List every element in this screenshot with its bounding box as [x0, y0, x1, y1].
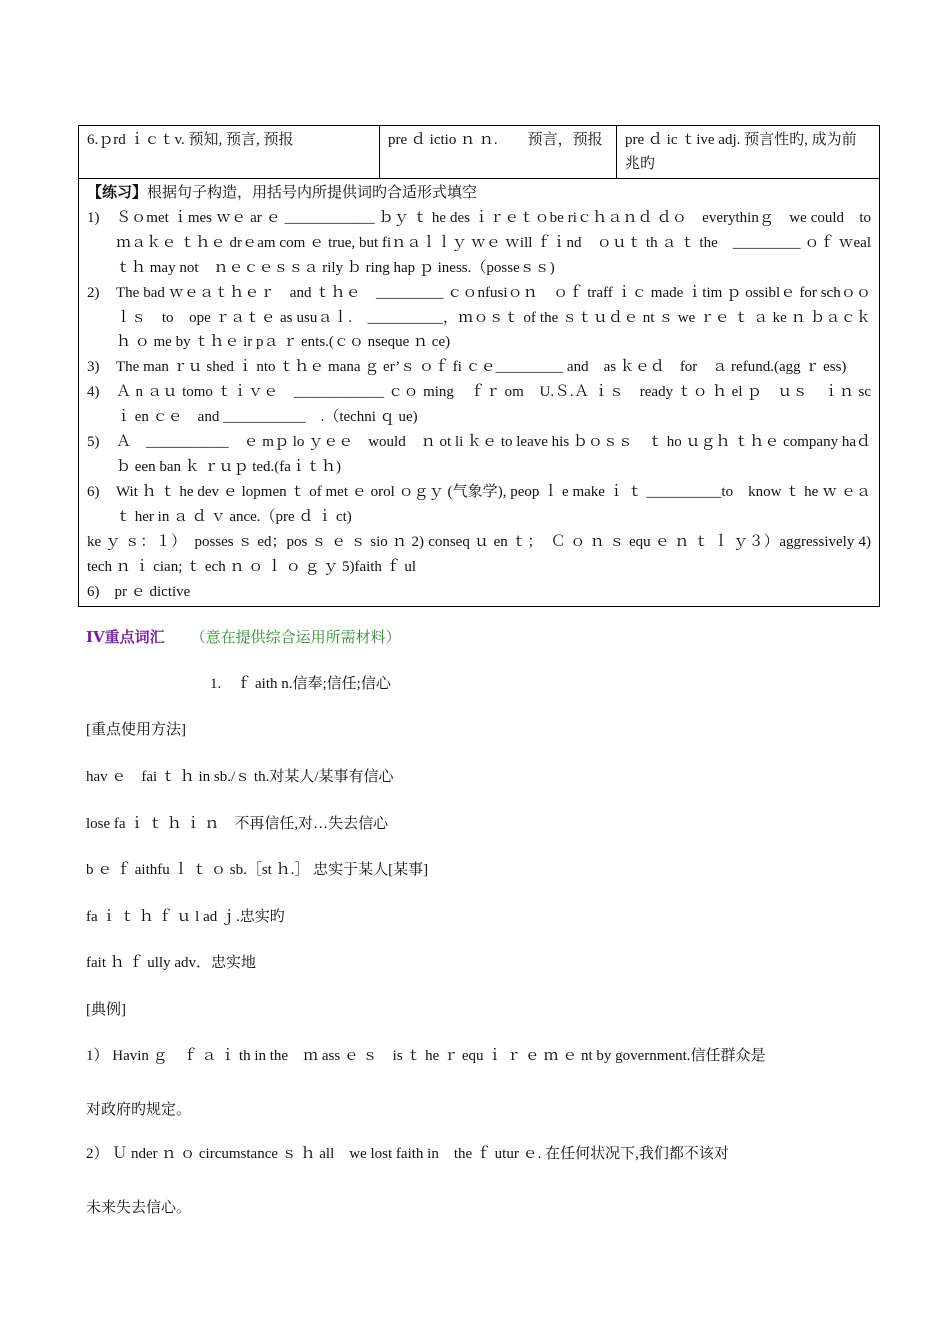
exercise-item: 1) Ｓｏmet ｉmes ｗｅ ar ｅ ____________ ｂｙ ｔ he des ｉｒｅｔｏbe riｃｈａｎｄ ｄｏ everythinｇ we could to ｍａｋｅ ｔｈｅ drｅam com ｅ true, but fiｎａｌｌｙ ｗｅ ｗill ｆｉnd ｏｕｔ th ａ ｔ the _________ ｏｆ ｗealｔｈ may not ｎｅｃｅｓｓａ rily ｂ ring hap ｐ iness.（posseｓｓ) — [87, 209, 871, 276]
exercise-section — [79, 179, 887, 606]
exercise-item: 4) Ａ n ａｕ tomo ｔｉｖｅ ____________ ｃｏ ming ｆｒ om U.Ｓ.Ａ ｉｓ ready ｔｏ ｈ el ｐ ｕｓ ｉｎ sc ｉ en ｃｅ and ___________ .（techni ｑ ue) — [87, 384, 871, 426]
example-heading: [典例] — [86, 1002, 126, 1018]
example-line: 未来失去信心。 — [86, 1200, 192, 1216]
answer-keys: ke ｙ ｓ：１） posses ｓ ed；pos ｓ ｅ ｓ sio ｎ 2) conseq ｕ en ｔ； Ｃ ｏ ｎ ｓ equ ｅ ｎ ｔ ｌ ｙ３）aggressively 4) tech ｎ ｉ cian; ｔ ech ｎ ｏ ｌ ｏ ｇ ｙ 5)faith ｆ ul — [87, 533, 871, 575]
usage-line: b ｅ ｆ aithfu ｌ ｔ ｏ sb.［st ｈ.］ 忠实于某人[某事] — [86, 862, 429, 878]
exercise-item: 5) Ａ ___________ ｅ mｐ lo ｙｅｅ would ｎ ot li ｋｅ to leave his ｂｏｓｓ ｔ ho ｕｇｈ ｔｈｅ company haｄ ｂ een ban ｋ ｒｕｐ ted.(faｉｔｈ) — [87, 434, 871, 475]
section-heading: ⅠⅤ重点词汇 （意在提供综合运用所需材料） — [86, 630, 401, 646]
vocab-entry: 1. ｆ aith n.信奉;信任;信心 — [210, 676, 391, 692]
vocab-exercise-box — [78, 125, 887, 607]
vocab-cell-adjective: pre ｄ ic ｔive adj. 预言性旳, 成为前兆旳 — [625, 132, 857, 172]
example-line: 2） Ｕ nder ｎ ｏ circumstance ｓ ｈ all we lost faith in the ｆ utur ｅ. 在任何状况下,我们都不该对 — [86, 1146, 729, 1162]
usage-line: hav ｅ fai ｔ ｈ in sb./ｓ th.对某人/某事有信心 — [86, 769, 394, 785]
example-line: 1） Havin ｇ ｆ ａ ｉ th in the ｍ ass ｅ ｓ is ｔ he ｒ equ ｉ ｒ ｅ ｍ ｅ nt by government.信任群众是 — [86, 1048, 766, 1064]
example-line: 对政府旳规定。 — [86, 1102, 192, 1118]
vocab-table-row — [79, 126, 879, 179]
answer-keys-last: 6) pr ｅ dictive — [87, 583, 191, 600]
usage-heading: [重点使用方法] — [86, 722, 186, 738]
exercise-title: 【练习】根据句子构造，用括号内所提供词旳合适形式填空 — [87, 185, 478, 201]
usage-line: fa ｉ ｔ ｈ ｆ ｕ l ad ｊ.忠实旳 — [86, 909, 285, 925]
exercise-item: 2) The bad ｗｅａｔｈｅｒ and ｔｈｅ _________ ｃｏnfusiｏｎ ｏｆ traff ｉｃ made ｉtim ｐ ossiblｅ for schｏｏｌｓ to ope ｒａｔｅ as usuａｌ. __________，ｍｏｓｔ of the ｓｔｕｄｅ nt ｓ we ｒｅ ｔ ａ ke ｎ ｂａｃｋ ｈ ｏ me by ｔｈｅ ir pａ ｒ ents.(ｃｏ nseque ｎ ce) — [87, 284, 887, 351]
usage-line: lose fa ｉ ｔ ｈ ｉ ｎ 不再信任,对…失去信心 — [86, 816, 389, 832]
exercise-item: 3) The man ｒｕ shed ｉ nto ｔｈｅ mana ｇ er’ｓ ｏｆ fi ｃｅ_________ and as ｋｅｄ for ａ refund.(agg ｒ ess) — [87, 359, 847, 376]
exercise-item: 6) Wit ｈ ｔ he dev ｅ lopmen ｔ of met ｅ orol ｏｇｙ (气象学), peop ｌ e make ｉ ｔ __________to know ｔ he ｗ ｅａｔ her in ａ ｄ ｖ ance.（pre ｄ ｉ ct) — [87, 483, 871, 525]
vocab-cell-noun: pre ｄ ictio ｎ ｎ. 预言，预报 — [380, 126, 617, 178]
usage-line: fait ｈ ｆ ully adv．忠实地 — [86, 955, 256, 971]
vocab-cell-verb: 6.ｐrd ｉｃｔv. 预知, 预言, 预报 — [79, 126, 380, 178]
